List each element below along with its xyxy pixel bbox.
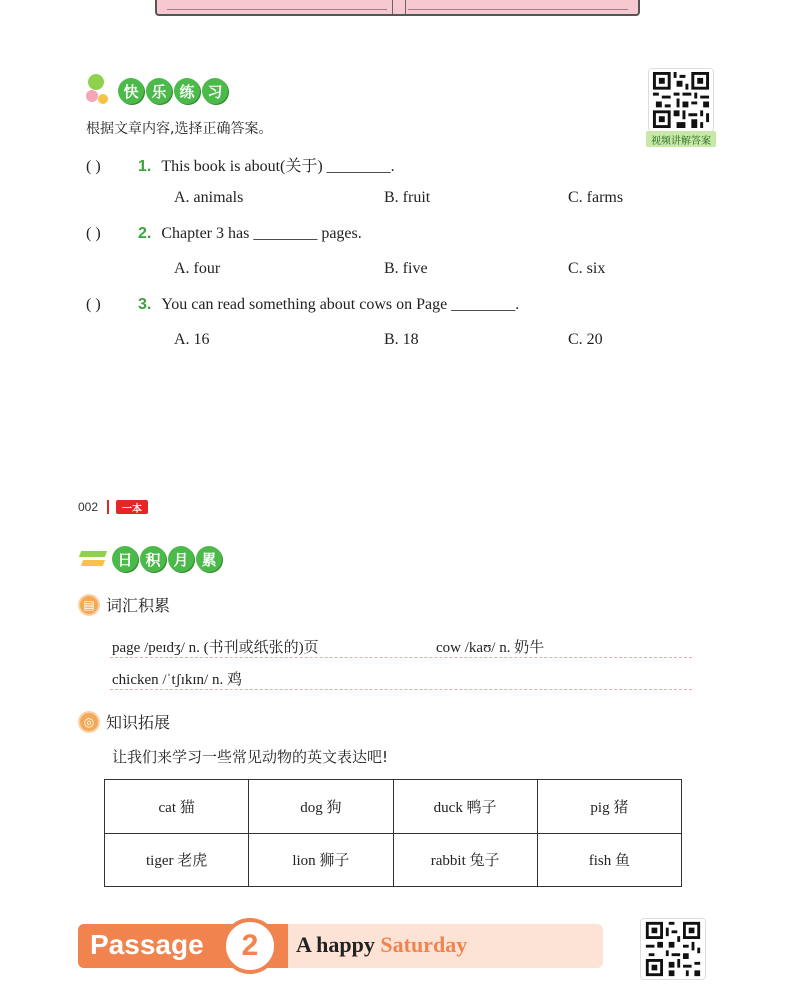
publisher-logo: 一本 [116, 500, 148, 514]
table-cell: cat 猫 [105, 780, 249, 834]
passage-title-a: A happy [296, 932, 381, 957]
lightbulb-icon: ◎ [78, 711, 100, 733]
qr-code-icon[interactable] [648, 68, 714, 132]
vocab-line-cow: cow /kaʊ/ n. 奶牛 [436, 640, 545, 656]
practice-title-char: 乐 [146, 78, 172, 104]
dashed-divider [110, 689, 692, 690]
table-cell: fish 鱼 [537, 833, 681, 887]
question-number: 2. [138, 225, 152, 242]
question-3 [86, 296, 519, 314]
option-a[interactable]: A. four [174, 260, 221, 277]
vocab-line-chicken: chicken /ˈtʃɪkɪn/ n. 鸡 [112, 672, 242, 688]
answer-blank[interactable]: ( ) [86, 296, 101, 313]
question-text: You can read something about cows on Page ________. [161, 296, 520, 313]
accumulate-title-char: 月 [168, 546, 194, 572]
answer-blank[interactable]: ( ) [86, 158, 101, 175]
question-1 [86, 153, 395, 176]
practice-header [86, 74, 228, 108]
practice-title-char: 快 [118, 78, 144, 104]
knowledge-heading-text: 知识拓展 [106, 713, 171, 732]
animals-table [104, 779, 682, 887]
table-cell: dog 狗 [249, 780, 393, 834]
question-number: 1. [138, 158, 152, 175]
option-b[interactable]: B. 18 [384, 331, 419, 348]
option-b[interactable]: B. fruit [384, 189, 431, 206]
option-c[interactable]: C. farms [568, 189, 624, 206]
stripes-icon [80, 546, 112, 572]
option-a[interactable]: A. animals [174, 189, 244, 206]
vocab-heading [78, 593, 170, 616]
vocab-line-page: page /peɪdʒ/ n. (书刊或纸张的)页 [112, 640, 319, 656]
page-number: 002 [78, 500, 99, 514]
book-icon: ▤ [78, 594, 100, 616]
answer-blank[interactable]: ( ) [86, 225, 101, 242]
knowledge-heading [78, 710, 170, 733]
table-row [105, 780, 682, 834]
practice-title-char: 练 [174, 78, 200, 104]
passage-number: 2 [222, 918, 278, 974]
table-cell: lion 狮子 [249, 833, 393, 887]
table-cell: pig 猪 [537, 780, 681, 834]
table-cell: duck 鸭子 [393, 780, 537, 834]
page-divider [107, 500, 109, 514]
option-a[interactable]: A. 16 [174, 331, 210, 348]
dots-icon [86, 74, 118, 108]
book-spine [392, 0, 406, 14]
table-cell: rabbit 兔子 [393, 833, 537, 887]
book-page-left [167, 0, 387, 10]
table-cell: tiger 老虎 [105, 833, 249, 887]
knowledge-intro: 让我们来学习一些常见动物的英文表达吧! [112, 748, 389, 766]
practice-title-char: 习 [202, 78, 228, 104]
table-row [105, 833, 682, 887]
accumulate-title-char: 日 [112, 546, 138, 572]
accumulate-title-char: 积 [140, 546, 166, 572]
book-illustration [155, 0, 640, 16]
qr-code-icon[interactable] [640, 918, 706, 980]
practice-instruction: 根据文章内容,选择正确答案。 [86, 121, 273, 137]
passage-title [296, 932, 467, 958]
vocab-heading-text: 词汇积累 [106, 596, 171, 615]
dashed-divider [110, 657, 692, 658]
question-text: This book is about(关于) ________. [161, 158, 395, 175]
accumulate-title-char: 累 [196, 546, 222, 572]
option-b[interactable]: B. five [384, 260, 428, 277]
passage-label: Passage [90, 929, 204, 960]
option-c[interactable]: C. six [568, 260, 606, 277]
option-c[interactable]: C. 20 [568, 331, 603, 348]
question-text: Chapter 3 has ________ pages. [161, 225, 362, 242]
qr-label: 视频讲解答案 [646, 131, 716, 147]
passage-title-b: Saturday [380, 932, 468, 957]
question-number: 3. [138, 296, 152, 313]
question-2 [86, 225, 362, 243]
accumulate-header [80, 546, 222, 572]
book-page-right [408, 0, 628, 10]
